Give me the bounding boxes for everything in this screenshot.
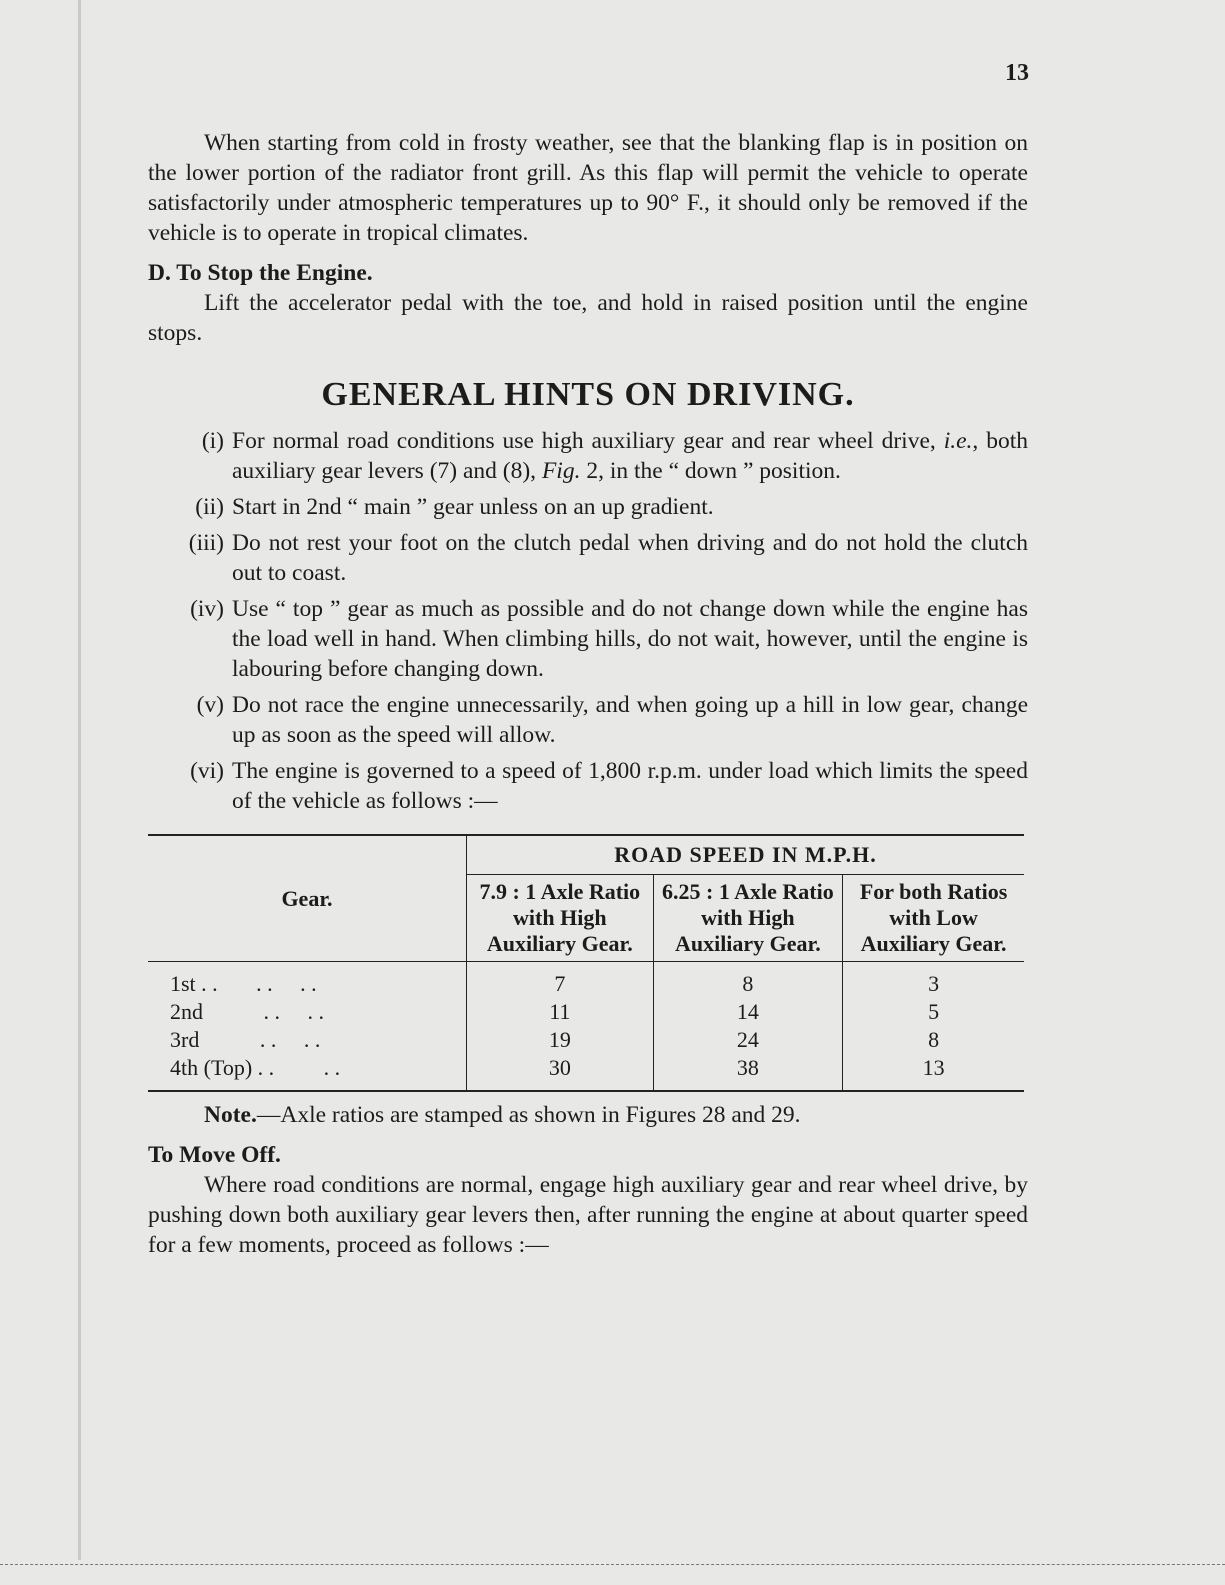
scan-edge-line (0, 1564, 1225, 1565)
hint-item (148, 756, 1028, 816)
gear-cell: 1st . . . . . . (148, 962, 467, 999)
note-label: Note. (204, 1102, 257, 1128)
table-row (148, 998, 1024, 1026)
gear-column-header: Gear. (148, 835, 467, 962)
speed-cell: 38 (653, 1054, 843, 1091)
page-number: 13 (1005, 60, 1029, 86)
speed-cell: 11 (467, 998, 654, 1026)
ratio-7-9-header: 7.9 : 1 Axle Ratio with High Auxiliary Gear. (467, 875, 654, 962)
hint-item (148, 492, 1028, 522)
hint-text: Do not race the engine unnecessarily, and when going up a hill in low gear, change up as soon as the speed will allow. (232, 692, 1028, 748)
road-speed-table (148, 834, 1024, 1092)
hint-item (148, 690, 1028, 750)
page-content (148, 128, 1028, 1260)
road-speed-group-header: ROAD SPEED IN M.P.H. (467, 835, 1025, 875)
hints-list (148, 426, 1028, 816)
hint-number: (vi) (190, 758, 224, 784)
speed-cell: 3 (928, 971, 940, 996)
table-row (148, 1054, 1024, 1091)
table-row (148, 962, 1024, 999)
hint-number: (v) (196, 692, 224, 718)
gear-cell: 2nd . . . . (148, 998, 467, 1026)
axle-note (148, 1100, 1028, 1130)
hint-number: (ii) (195, 494, 224, 520)
table-row (148, 1026, 1024, 1054)
low-aux-header: For both Ratios with Low Auxiliary Gear. (843, 875, 1024, 962)
hint-number: (iv) (190, 596, 224, 622)
move-off-heading: To Move Off. (148, 1142, 281, 1168)
hint-text: Use “ top ” gear as much as possible and do not change down while the engine has the load well in hand. When climbing hills, do not wait, however, until the engine is labouring before changing down. (232, 596, 1028, 682)
speed-cell: 13 (922, 1055, 945, 1080)
gear-cell: 3rd . . . . (148, 1026, 467, 1054)
hint-number: (i) (201, 428, 224, 454)
hint-item (148, 528, 1028, 588)
hint-italic-fig: Fig. (541, 458, 581, 484)
move-off-body: Where road conditions are normal, engage high auxiliary gear and rear wheel drive, by pushing down both auxiliary gear levers then, after running the engine at about quarter speed for a few moments, proceed as follows :— (148, 1172, 1028, 1258)
hint-text-part: For normal road conditions use high auxiliary gear and rear wheel drive, (232, 428, 944, 454)
speed-cell: 8 (928, 1027, 940, 1052)
hint-text: Do not rest your foot on the clutch pedal when driving and do not hold the clutch out to coast. (232, 530, 1028, 586)
speed-cell: 7 (467, 962, 654, 999)
general-hints-heading: GENERAL HINTS ON DRIVING. (321, 376, 855, 413)
speed-cell: 24 (653, 1026, 843, 1054)
ratio-6-25-header: 6.25 : 1 Axle Ratio with High Auxiliary Gear. (653, 875, 843, 962)
hint-text-part: 2, in the “ down ” position. (580, 458, 841, 484)
hint-text-part: , both auxiliary gear levers (7) and (8), (232, 428, 1028, 484)
hint-italic-ie: i.e. (943, 428, 973, 454)
speed-cell: 19 (467, 1026, 654, 1054)
speed-cell: 30 (467, 1054, 654, 1091)
hint-text: The engine is governed to a speed of 1,800 r.p.m. under load which limits the speed of the vehicle as follows :— (232, 758, 1028, 814)
speed-cell: 5 (928, 999, 940, 1024)
intro-paragraph: When starting from cold in frosty weather, see that the blanking flap is in position on the lower portion of the radiator front grill. As this flap will permit the vehicle to operate satisfactorily under atmospheric temperatures up to 90° F., it should only be removed if the vehicle is to operate in tropical climates. (148, 130, 1028, 246)
hint-item (148, 426, 1028, 486)
speed-cell: 8 (653, 962, 843, 999)
gear-cell: 4th (Top) . . . . (148, 1054, 467, 1091)
hint-number: (iii) (188, 530, 224, 556)
note-text: —Axle ratios are stamped as shown in Figures 28 and 29. (256, 1102, 801, 1128)
hint-text (232, 426, 1028, 486)
stop-engine-heading: D. To Stop the Engine. (148, 260, 373, 286)
hint-text: Start in 2nd “ main ” gear unless on an up gradient. (232, 494, 714, 520)
stop-engine-body: Lift the accelerator pedal with the toe, and hold in raised position until the engine stops. (148, 290, 1028, 346)
page-spine (78, 0, 81, 1560)
hint-item (148, 594, 1028, 684)
speed-cell: 14 (653, 998, 843, 1026)
